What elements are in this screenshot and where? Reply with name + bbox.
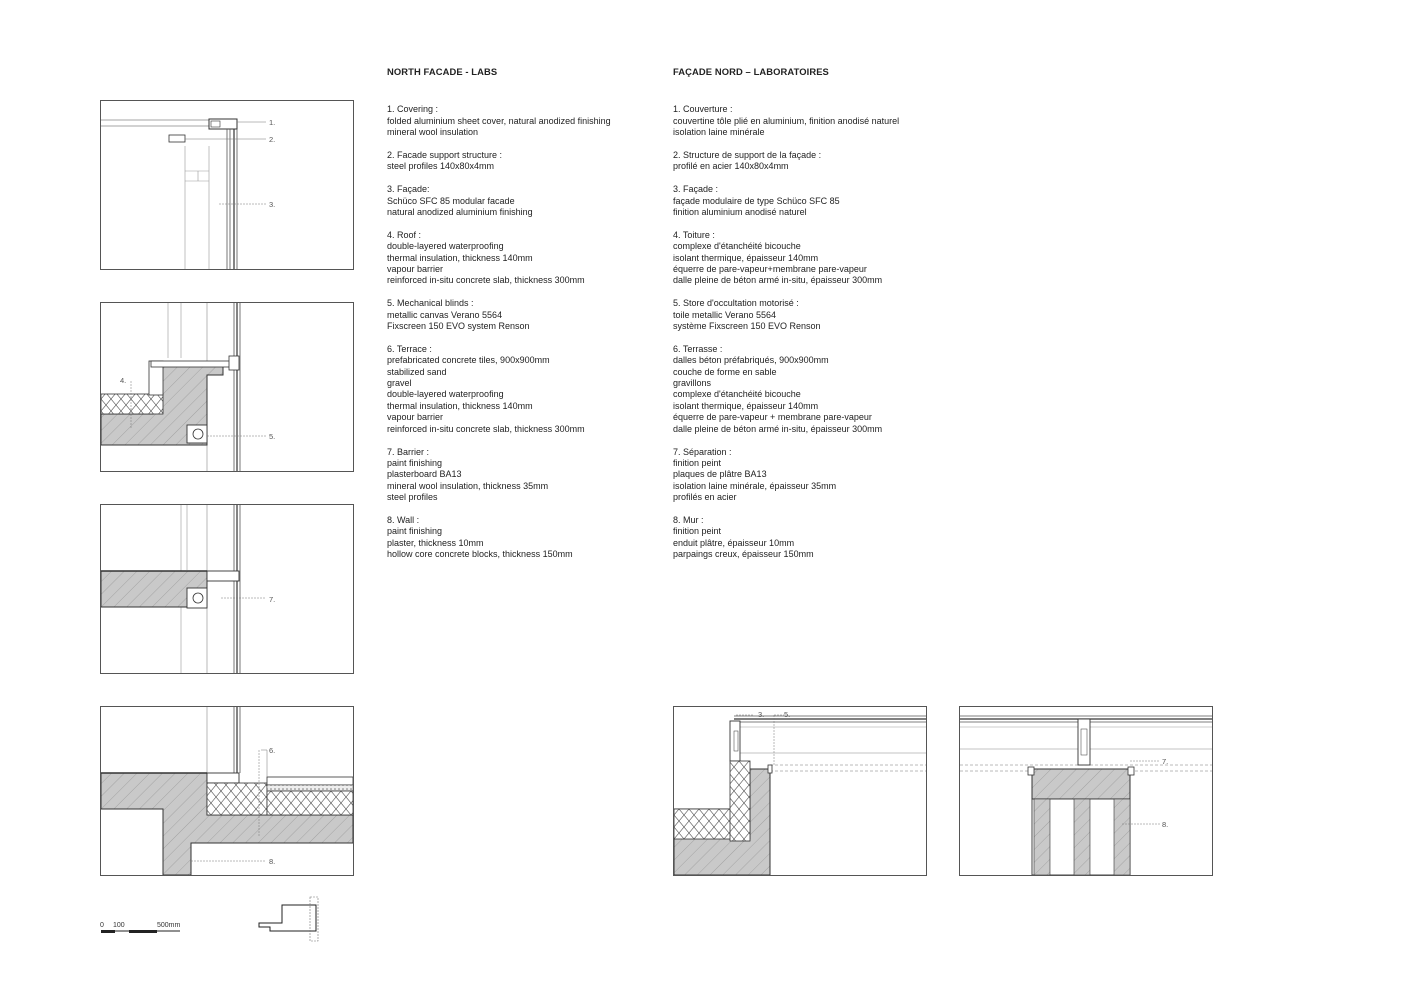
english-item-line: natural anodized aluminium finishing xyxy=(387,207,533,218)
english-item xyxy=(387,344,657,435)
callout-7-plan: 7. xyxy=(1162,757,1169,766)
french-items xyxy=(673,104,973,560)
detail-intermediate-floor-drawing xyxy=(101,505,353,673)
english-item-line: double-layered waterproofing xyxy=(387,241,504,252)
detail-terrace-drawing xyxy=(101,707,353,875)
french-item-line: isolant thermique, épaisseur 140mm xyxy=(673,400,819,411)
french-item-line: finition aluminium anodisé naturel xyxy=(673,207,807,218)
french-item-line: couche de forme en sable xyxy=(673,366,777,377)
french-item-heading: 7. Séparation : xyxy=(673,446,732,457)
callout-5: 5. xyxy=(269,432,276,441)
detail-terrace xyxy=(100,706,354,876)
english-item-heading: 7. Barrier : xyxy=(387,446,430,457)
detail-roof-slab-drawing xyxy=(101,303,353,471)
english-item-line: thermal insulation, thickness 140mm xyxy=(387,252,533,263)
english-item-line: mineral wool insulation, thickness 35mm xyxy=(387,480,549,491)
french-item-line: équerre de pare-vapeur+membrane pare-vapeur xyxy=(673,264,867,275)
english-item-line: paint finishing xyxy=(387,457,443,468)
callout-8: 8. xyxy=(269,857,276,866)
french-item xyxy=(673,150,973,173)
french-item-line: profilé en acier 140x80x4mm xyxy=(673,161,789,172)
english-item-heading: 8. Wall : xyxy=(387,514,420,525)
english-item-line: paint finishing xyxy=(387,526,443,537)
callout-1: 1. xyxy=(269,118,276,127)
english-item xyxy=(387,447,657,504)
english-item-line: reinforced in-situ concrete slab, thickness 300mm xyxy=(387,423,585,434)
french-item-line: enduit plâtre, épaisseur 10mm xyxy=(673,537,795,548)
plan-detail-wall-barrier xyxy=(959,706,1213,876)
english-item-line: mineral wool insulation xyxy=(387,127,479,138)
french-item-line: couvertine tôle plié en aluminium, finition anodisé naturel xyxy=(673,115,900,126)
french-legend xyxy=(673,66,973,572)
english-item-heading: 6. Terrace : xyxy=(387,343,432,354)
callout-7: 7. xyxy=(269,595,276,604)
french-item-heading: 2. Structure de support de la façade : xyxy=(673,150,822,161)
english-item-heading: 2. Facade support structure : xyxy=(387,150,503,161)
french-item xyxy=(673,298,973,332)
english-item-line: plasterboard BA13 xyxy=(387,469,462,480)
english-item xyxy=(387,230,657,287)
detail-roof-slab xyxy=(100,302,354,472)
french-item-heading: 3. Façade : xyxy=(673,184,719,195)
english-title: NORTH FACADE - LABS xyxy=(387,66,498,77)
english-item-line: Schüco SFC 85 modular facade xyxy=(387,195,515,206)
french-item-heading: 8. Mur : xyxy=(673,514,704,525)
french-item-line: isolation laine minérale, épaisseur 35mm xyxy=(673,480,837,491)
callout-6: 6. xyxy=(269,746,276,755)
english-item-line: vapour barrier xyxy=(387,412,444,423)
scale-label-end: 500mm xyxy=(157,922,181,929)
french-item-line: gravillons xyxy=(673,378,712,389)
english-item xyxy=(387,104,657,138)
english-item-line: folded aluminium sheet cover, natural anodized finishing xyxy=(387,115,611,126)
plan-detail-facade-corner xyxy=(673,706,927,876)
detail-roof-edge xyxy=(100,100,354,270)
english-item-line: steel profiles xyxy=(387,492,438,503)
french-item-line: équerre de pare-vapeur + membrane pare-vapeur xyxy=(673,412,872,423)
detail-roof-edge-drawing xyxy=(101,101,353,269)
english-item-line: thermal insulation, thickness 140mm xyxy=(387,400,533,411)
english-item-heading: 3. Façade: xyxy=(387,184,430,195)
french-item xyxy=(673,515,973,561)
french-item-heading: 6. Terrasse : xyxy=(673,343,723,354)
french-item-line: isolant thermique, épaisseur 140mm xyxy=(673,252,819,263)
french-item-line: finition peint xyxy=(673,526,722,537)
callout-5-plan: 5. xyxy=(784,710,791,719)
french-item-line: dalles béton préfabriqués, 900x900mm xyxy=(673,355,829,366)
english-item-line: metallic canvas Verano 5564 xyxy=(387,309,503,320)
french-item-heading: 4. Toiture : xyxy=(673,229,715,240)
plan-detail-facade-corner-drawing xyxy=(674,707,926,875)
french-item-line: complexe d'étanchéité bicouche xyxy=(673,389,801,400)
scale-label-mid: 100 xyxy=(113,922,125,929)
key-plan xyxy=(258,895,330,948)
french-title: FAÇADE NORD – LABORATOIRES xyxy=(673,66,829,77)
key-plan-graphic xyxy=(258,895,330,943)
english-item xyxy=(387,515,657,561)
english-item-line: stabilized sand xyxy=(387,366,447,377)
callout-3: 3. xyxy=(269,200,276,209)
english-item-line: vapour barrier xyxy=(387,264,444,275)
french-item xyxy=(673,230,973,287)
french-item-line: façade modulaire de type Schüco SFC 85 xyxy=(673,195,840,206)
english-items xyxy=(387,104,657,560)
french-item-line: isolation laine minérale xyxy=(673,127,765,138)
french-item xyxy=(673,184,973,218)
english-item-line: hollow core concrete blocks, thickness 150mm xyxy=(387,549,573,560)
english-item-line: double-layered waterproofing xyxy=(387,389,504,400)
french-item-line: profilés en acier xyxy=(673,492,737,503)
callout-8-plan: 8. xyxy=(1162,820,1169,829)
callout-4: 4. xyxy=(120,376,127,385)
english-item-line: steel profiles 140x80x4mm xyxy=(387,161,495,172)
french-item xyxy=(673,447,973,504)
french-item-heading: 1. Couverture : xyxy=(673,104,733,115)
english-item-line: plaster, thickness 10mm xyxy=(387,537,484,548)
detail-intermediate-floor xyxy=(100,504,354,674)
english-item-line: Fixscreen 150 EVO system Renson xyxy=(387,321,530,332)
french-item-line: système Fixscreen 150 EVO Renson xyxy=(673,321,821,332)
scale-label-zero: 0 xyxy=(100,922,104,929)
english-item-line: prefabricated concrete tiles, 900x900mm xyxy=(387,355,550,366)
french-item-line: plaques de plâtre BA13 xyxy=(673,469,767,480)
english-item-heading: 4. Roof : xyxy=(387,229,422,240)
callout-3-plan: 3. xyxy=(758,710,765,719)
english-item xyxy=(387,298,657,332)
english-item-heading: 5. Mechanical blinds : xyxy=(387,298,474,309)
french-item-line: dalle pleine de béton armé in-situ, épaisseur 300mm xyxy=(673,423,883,434)
french-item-line: parpaings creux, épaisseur 150mm xyxy=(673,549,814,560)
french-item-heading: 5. Store d'occultation motorisé : xyxy=(673,298,799,309)
english-item-line: reinforced in-situ concrete slab, thickness 300mm xyxy=(387,275,585,286)
french-item-line: dalle pleine de béton armé in-situ, épaisseur 300mm xyxy=(673,275,883,286)
french-item-line: toile metallic Verano 5564 xyxy=(673,309,777,320)
french-item-line: finition peint xyxy=(673,457,722,468)
plan-detail-wall-barrier-drawing xyxy=(960,707,1212,875)
callout-2: 2. xyxy=(269,135,276,144)
english-legend xyxy=(387,66,657,572)
english-item-line: gravel xyxy=(387,378,412,389)
french-item xyxy=(673,104,973,138)
french-item xyxy=(673,344,973,435)
french-item-line: complexe d'étanchéité bicouche xyxy=(673,241,801,252)
english-item xyxy=(387,150,657,173)
english-item xyxy=(387,184,657,218)
scale-bar xyxy=(100,922,190,936)
english-item-heading: 1. Covering : xyxy=(387,104,439,115)
